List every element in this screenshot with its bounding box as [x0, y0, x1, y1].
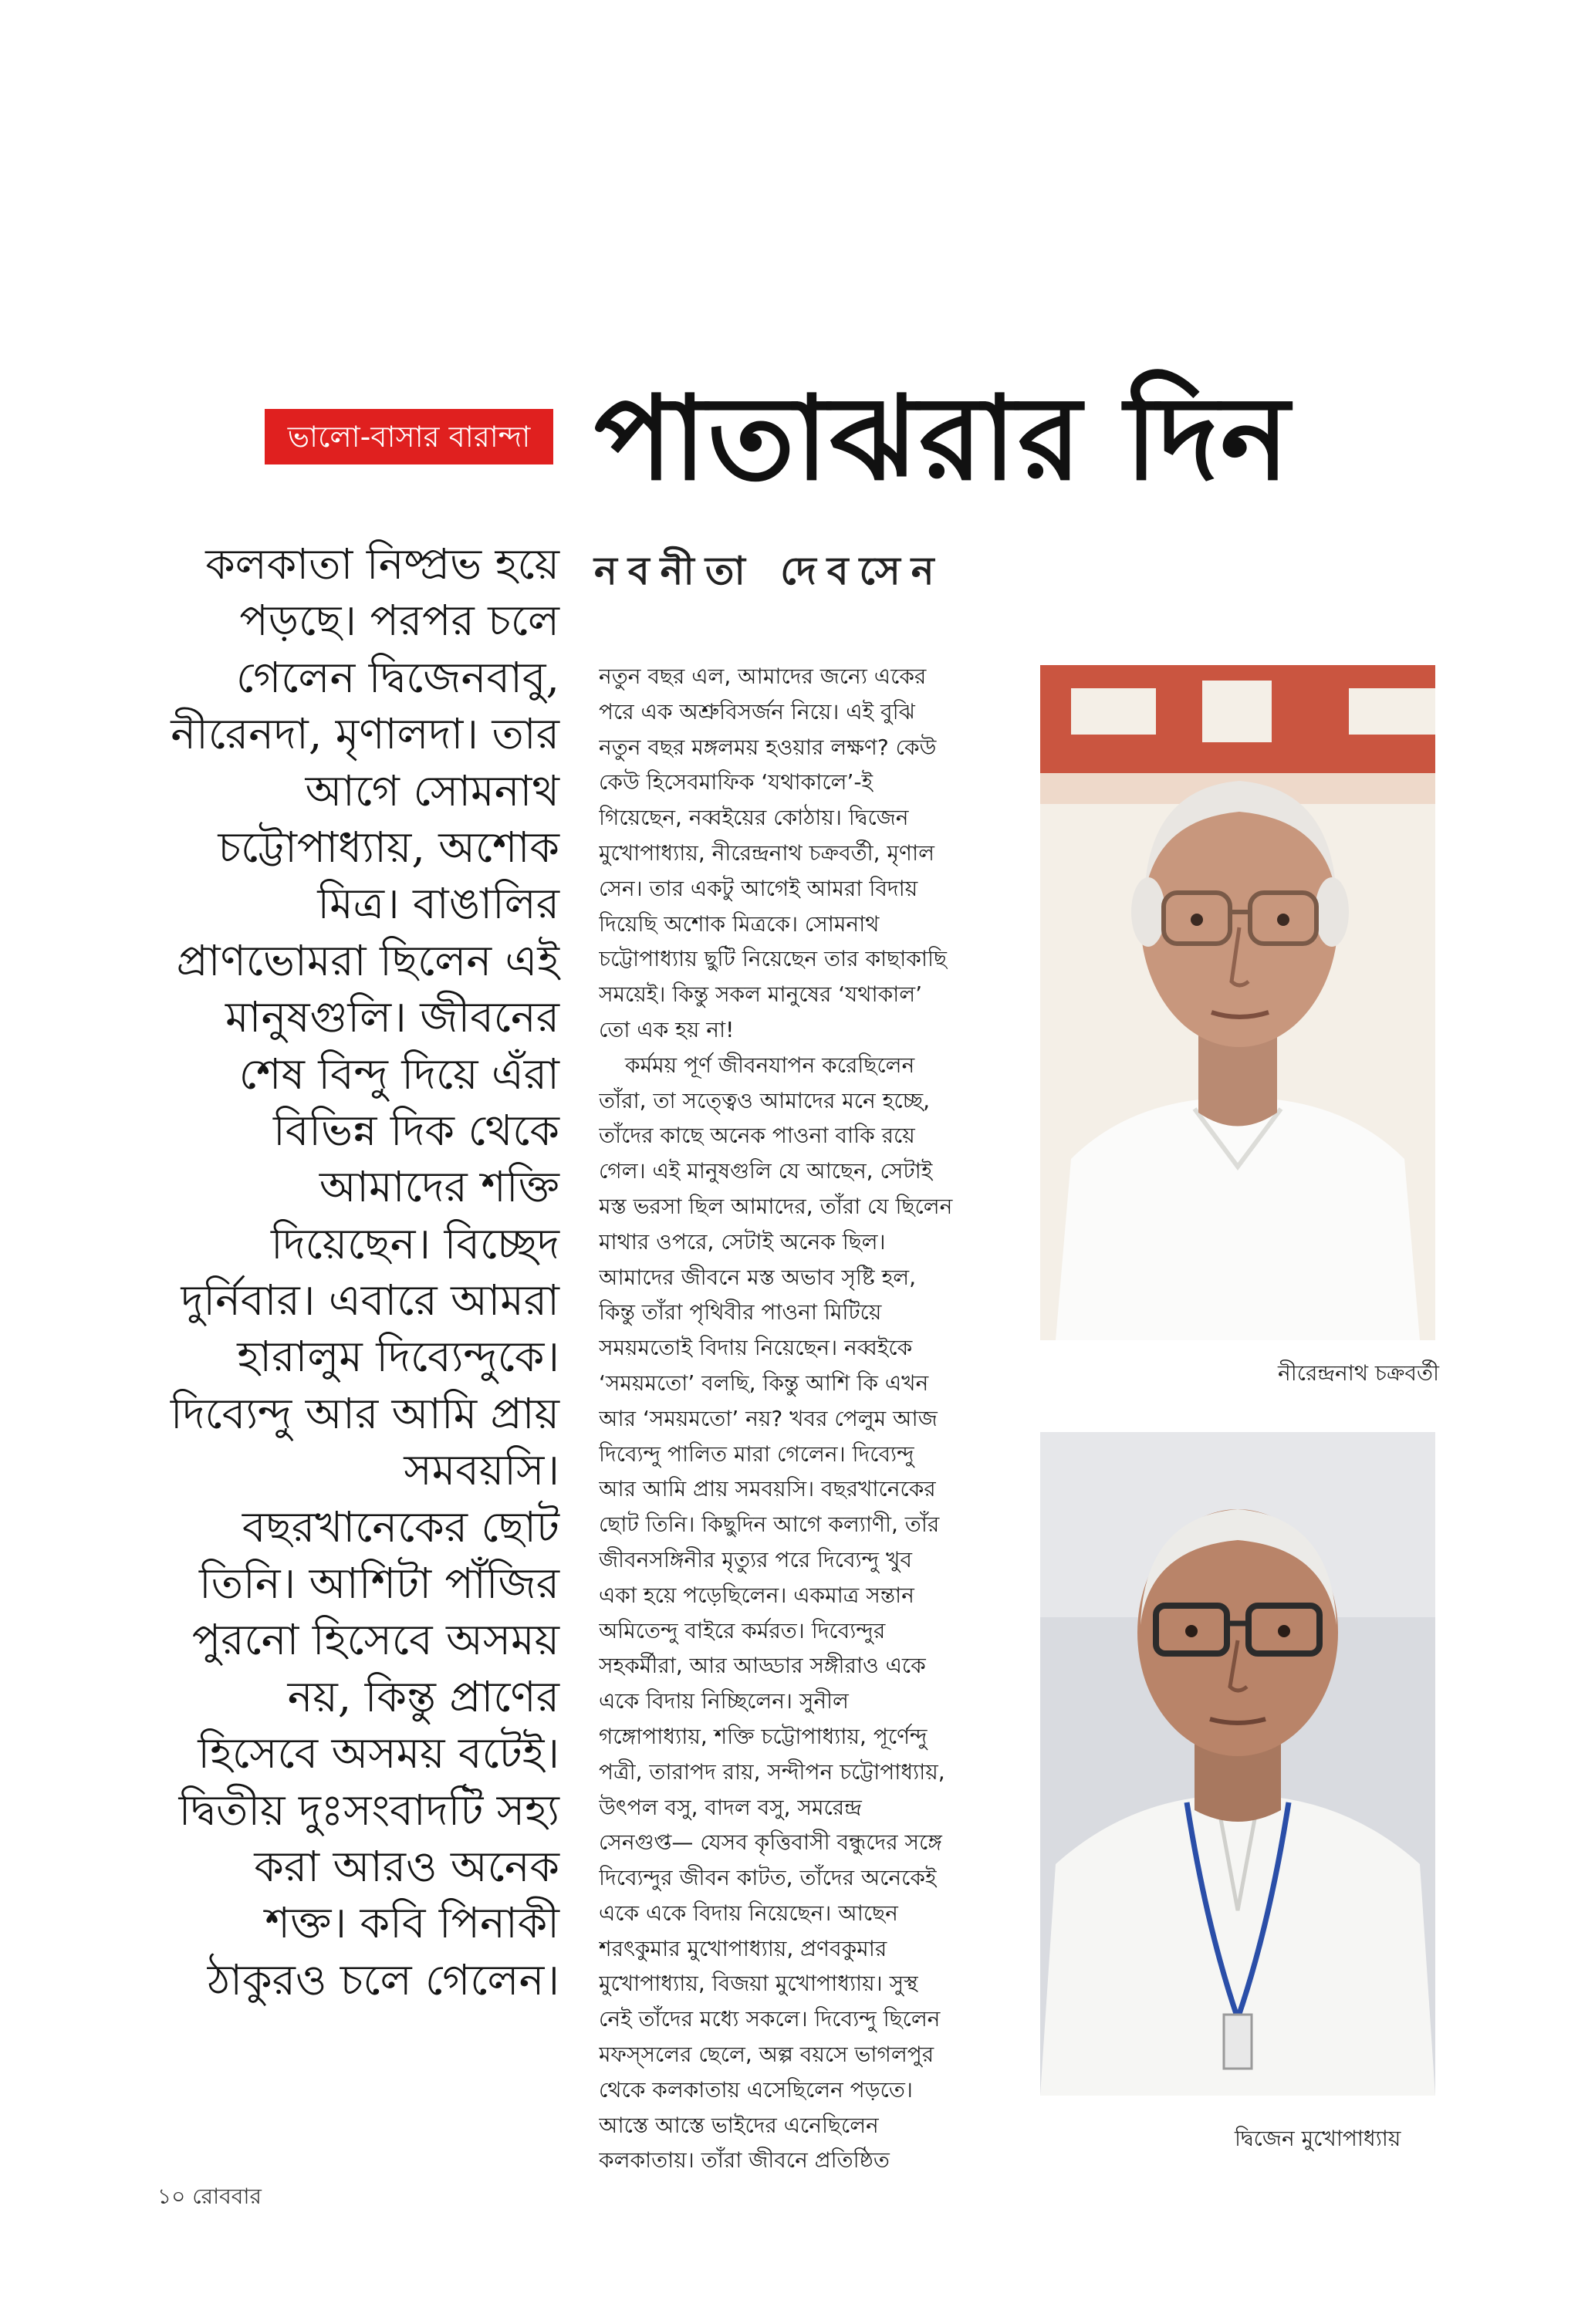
body-line: তাঁদের কাছে অনেক পাওনা বাকি রয়ে — [599, 1123, 915, 1149]
caption-photo-2: দ্বিজেন মুখোপাধ্যায় — [1235, 2126, 1401, 2151]
pull-quote-line: আগে সোমনাথ — [305, 765, 559, 816]
body-line: নতুন বছর মঙ্গলময় হওয়ার লক্ষণ? কেউ — [599, 734, 937, 760]
photo-dwijen — [1040, 1432, 1435, 2096]
body-line: দিব্যেন্দু পালিত মারা গেলেন। দিব্যেন্দু — [599, 1441, 914, 1467]
body-line: চট্টোপাধ্যায় ছুটি নিয়েছেন তার কাছাকাছি — [599, 946, 947, 972]
body-line: পত্রী, তারাপদ রায়, সন্দীপন চট্টোপাধ্যায়, — [599, 1758, 945, 1785]
body-line: আস্তে আস্তে ভাইদের এনেছিলেন — [599, 2112, 879, 2138]
pull-quote-line: মানুষগুলি। জীবনের — [225, 992, 559, 1042]
pull-quote-line: আমাদের শক্তি — [319, 1162, 559, 1212]
body-line: মাথার ওপরে, সেটাই অনেক ছিল। — [599, 1228, 886, 1255]
pull-quote-line: প্রাণভোমরা ছিলেন এই — [176, 935, 559, 985]
body-line: জীবনসঙ্গিনীর মৃত্যুর পরে দিব্যেন্দু খুব — [599, 1546, 913, 1572]
body-line: সেনগুপ্ত— যেসব কৃত্তিবাসী বন্ধুদের সঙ্গে — [599, 1829, 942, 1856]
body-line: শরৎকুমার মুখোপাধ্যায়, প্রণবকুমার — [599, 1935, 887, 1961]
portrait-illustration-1 — [1040, 665, 1435, 1340]
headline: পাতাঝরার দিন — [594, 370, 1291, 506]
body-line: গেল। এই মানুষগুলি যে আছেন, সেটাই — [599, 1158, 933, 1184]
body-line: সময়মতোই বিদায় নিয়েছেন। নব্বইকে — [599, 1335, 913, 1361]
pull-quote-line: বছরখানেকের ছোট — [242, 1501, 559, 1552]
body-line: অমিতেন্দু বাইরে কর্মরত। দিব্যেন্দুর — [599, 1617, 886, 1643]
body-line: পরে এক অশ্রুবিসর্জন নিয়ে। এই বুঝি — [599, 698, 915, 725]
pull-quote-line: কলকাতা নিষ্প্রভ হয়ে — [205, 539, 559, 589]
body-line: সেন। তার একটু আগেই আমরা বিদায় — [599, 875, 918, 901]
body-line: একে বিদায় নিচ্ছিলেন। সুনীল — [599, 1688, 849, 1714]
body-line: ছোট তিনি। কিছুদিন আগে কল্যাণী, তাঁর — [599, 1512, 940, 1538]
pull-quote-line: দুর্নিবার। এবারে আমরা — [181, 1275, 559, 1326]
pull-quote-line: শেষ বিন্দু দিয়ে এঁরা — [238, 1049, 559, 1099]
pull-quote-line: নয়, কিন্তু প্রাণের — [287, 1671, 559, 1721]
caption-photo-1: নীরেন্দ্রনাথ চক্রবর্তী — [1278, 1360, 1440, 1386]
pull-quote-line: শক্ত। কবি পিনাকী — [265, 1898, 559, 1948]
body-line: নেই তাঁদের মধ্যে সকলে। দিব্যেন্দু ছিলেন — [599, 2006, 941, 2032]
body-line: একা হয়ে পড়েছিলেন। একমাত্র সন্তান — [599, 1582, 914, 1608]
body-line: সহকর্মীরা, আর আড্ডার সঙ্গীরাও একে — [599, 1653, 926, 1679]
page-folio: ১০ রোববার — [157, 2184, 262, 2209]
body-line: মফস্‌সলের ছেলে, অল্প বয়সে ভাগলপুর — [599, 2042, 934, 2068]
body-line: মস্ত ভরসা ছিল আমাদের, তাঁরা যে ছিলেন — [599, 1193, 953, 1219]
pull-quote-line: গেলেন দ্বিজেনবাবু, — [236, 652, 559, 702]
body-line: আর আমি প্রায় সমবয়সি। বছরখানেকের — [599, 1476, 936, 1502]
body-line: ‘সময়মতো’ বলছি, কিন্তু আশি কি এখন — [599, 1370, 929, 1396]
pull-quote-line: বিভিন্ন দিক থেকে — [272, 1105, 559, 1155]
body-line: তাঁরা, তা সত্ত্বেও আমাদের মনে হচ্ছে, — [599, 1087, 931, 1113]
body-line: কেউ হিসেবমাফিক ‘যথাকালে’-ই — [599, 769, 874, 795]
pull-quote-line: ঠাকুরও চলে গেলেন। — [207, 1954, 559, 2005]
body-line: নতুন বছর এল, আমাদের জন্যে একের — [599, 664, 927, 689]
portrait-illustration-2 — [1040, 1432, 1435, 2096]
body-line: মুখোপাধ্যায়, নীরেন্দ্রনাথ চক্রবর্তী, মৃণাল — [599, 839, 934, 866]
section-kicker: ভালো-বাসার বারান্দা — [265, 409, 553, 464]
body-line: কর্মময় পূর্ণ জীবনযাপন করেছিলেন — [625, 1052, 915, 1078]
body-line: দিব্যেন্দুর জীবন কাটত, তাঁদের অনেকেই — [599, 1865, 937, 1891]
pull-quote-line: চট্টোপাধ্যায়, অশোক — [218, 822, 559, 872]
pull-quote-line: করা আরও অনেক — [254, 1841, 559, 1891]
pull-quote-line: সমবয়সি। — [404, 1445, 559, 1495]
body-line: কলকাতায়। তাঁরা জীবনে প্রতিষ্ঠিত — [599, 2147, 890, 2174]
byline: নবনীতা দেবসেন — [594, 548, 945, 593]
pull-quote-line: মিত্র। বাঙালির — [317, 879, 559, 929]
pull-quote-line: পুরনো হিসেবে অসময় — [191, 1615, 559, 1665]
body-line: গিয়েছেন, নব্বইয়ের কোঠায়। দ্বিজেন — [599, 805, 909, 831]
pull-quote — [158, 536, 559, 2008]
pull-quote-line: হারালুম দিব্যেন্দুকে। — [237, 1332, 559, 1382]
body-line: তো এক হয় না! — [599, 1016, 735, 1042]
pull-quote-line: পড়ছে। পরপর চলে — [239, 596, 559, 646]
body-line: আমাদের জীবনে মস্ত অভাব সৃষ্টি হল, — [599, 1264, 917, 1290]
body-line: কিন্তু তাঁরা পৃথিবীর পাওনা মিটিয়ে — [599, 1299, 882, 1326]
pull-quote-line: দিয়েছেন। বিচ্ছেদ — [271, 1218, 559, 1268]
pull-quote-line: নীরেনদা, মৃণালদা। তার — [171, 709, 559, 759]
article-body — [599, 659, 1015, 2178]
body-line: সময়েই। কিন্তু সকল মানুষের ‘যথাকাল’ — [599, 981, 923, 1008]
body-line: গঙ্গোপাধ্যায়, শক্তি চট্টোপাধ্যায়, পূর্ণেন্দু — [599, 1723, 928, 1749]
body-line: একে একে বিদায় নিয়েছেন। আছেন — [599, 1900, 898, 1926]
body-line: আর ‘সময়মতো’ নয়? খবর পেলুম আজ — [599, 1405, 938, 1431]
body-line: থেকে কলকাতায় এসেছিলেন পড়তে। — [599, 2076, 913, 2103]
pull-quote-line: হিসেবে অসময় বটেই। — [198, 1728, 559, 1778]
photo-nirendranath — [1040, 665, 1435, 1340]
body-line: মুখোপাধ্যায়, বিজয়া মুখোপাধ্যায়। সুস্থ — [599, 1971, 918, 1997]
pull-quote-line: দিব্যেন্দু আর আমি প্রায় — [170, 1388, 559, 1438]
pull-quote-line: দ্বিতীয় দুঃসংবাদটি সহ্য — [178, 1785, 559, 1835]
pull-quote-line: তিনি। আশিটা পাঁজির — [198, 1559, 559, 1609]
body-line: উৎপল বসু, বাদল বসু, সমরেন্দ্র — [599, 1794, 862, 1820]
body-line: দিয়েছি অশোক মিত্রকে। সোমনাথ — [599, 910, 880, 937]
